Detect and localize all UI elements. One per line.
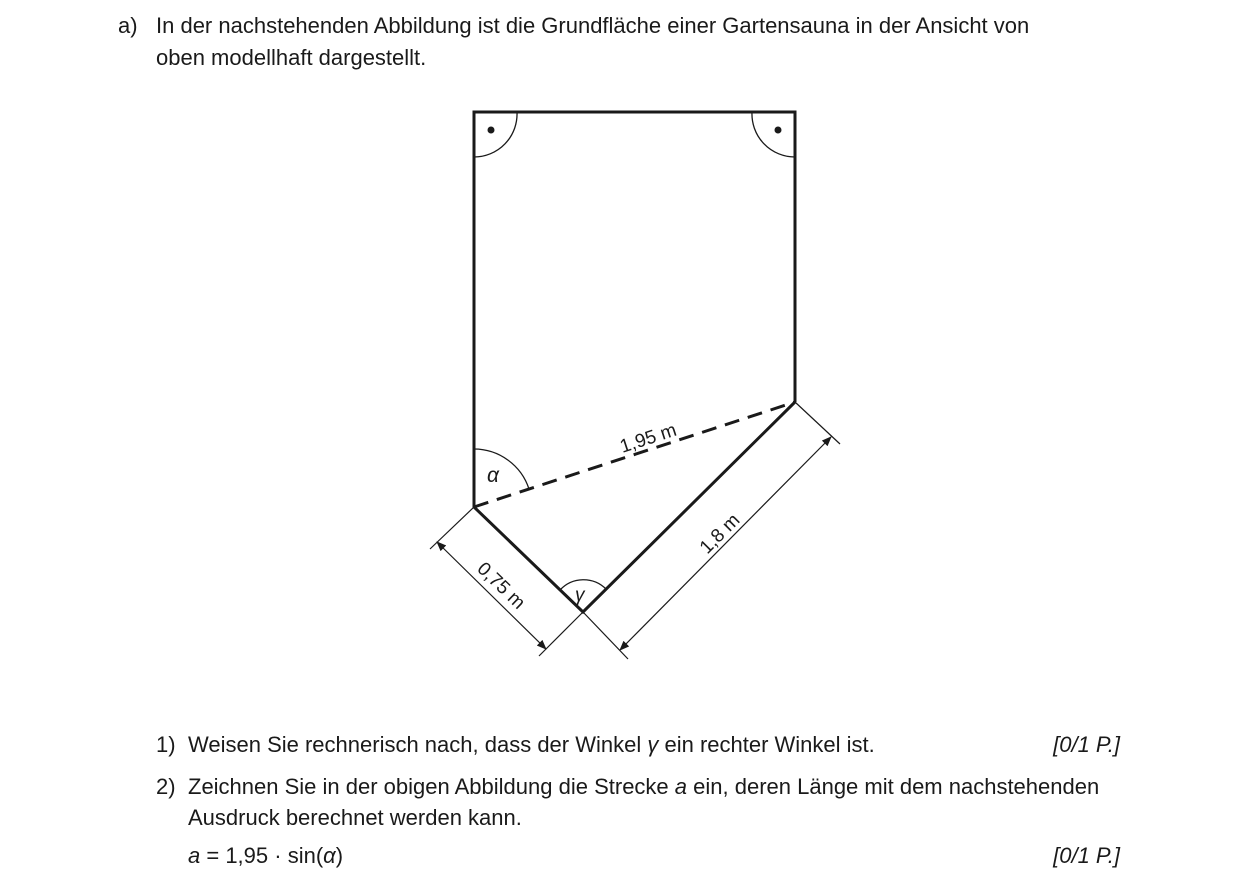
question-1-points: [0/1 P.] [1053, 732, 1120, 757]
right-angle-dot-top-left [488, 127, 495, 134]
task-marker: a) [118, 13, 138, 38]
dimension-label-left: 0,75 m [472, 558, 530, 614]
formula-middle: = 1,95 · sin( [200, 843, 324, 868]
task-intro-line2: oben modellhaft dargestellt. [156, 45, 427, 70]
diagonal-label: 1,95 m [617, 419, 680, 458]
angle-gamma-label: γ [575, 585, 585, 606]
angle-alpha-label: α [487, 464, 499, 487]
question-2-line1 [188, 771, 1099, 802]
question-2-number: 2) [156, 774, 176, 799]
extension-line-left-1 [430, 507, 474, 549]
floor-outline [474, 112, 795, 612]
angle-alpha-arc [474, 449, 529, 489]
extension-line-right-1 [795, 402, 840, 444]
dimension-label-right: 1,8 m [695, 509, 745, 559]
formula-variable: a [188, 843, 201, 868]
diagonal-dashed [474, 402, 795, 507]
task-intro-line1: In der nachstehenden Abbildung ist die Grundfläche einer Gartensauna in der Ansicht von [156, 13, 1030, 38]
question-2-line2: Ausdruck berechnet werden kann. [188, 805, 522, 830]
question-1-text [188, 729, 875, 760]
right-angle-arc-top-right [752, 112, 795, 157]
question-1-text-after: ein rechter Winkel ist. [658, 732, 875, 757]
question-1-symbol: γ [647, 732, 659, 757]
formula-end: ) [335, 843, 344, 868]
dimension-line-left [437, 542, 546, 649]
question-2-line1-before: Zeichnen Sie in der obigen Abbildung die Strecke [188, 774, 675, 799]
question-1-number: 1) [156, 732, 176, 757]
question-1-text-before: Weisen Sie rechnerisch nach, dass der Winkel [188, 732, 648, 757]
right-angle-arc-top-left [474, 112, 517, 157]
formula-alpha: α [323, 843, 336, 868]
extension-line-right-2 [583, 612, 628, 659]
question-2-symbol: a [674, 774, 688, 799]
question-2-points: [0/1 P.] [1053, 843, 1120, 868]
question-2-formula [188, 840, 343, 871]
question-2-line1-after: ein, deren Länge mit dem nachstehenden [687, 774, 1100, 799]
right-angle-dot-top-right [775, 127, 782, 134]
